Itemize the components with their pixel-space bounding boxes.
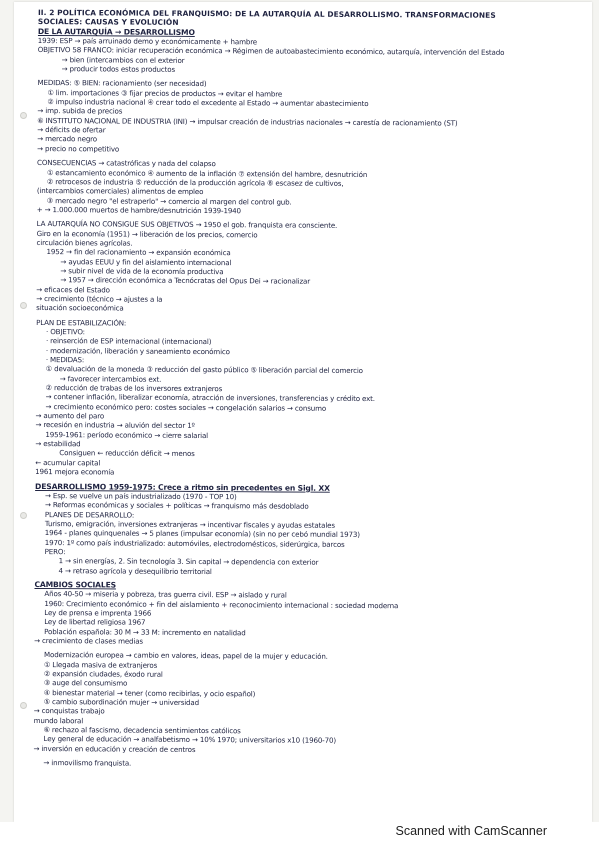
note-line: PERO:	[44, 546, 66, 557]
note-line: ② expansión ciudades, éxodo rural	[43, 669, 163, 679]
note-line: II. 2 POLÍTICA ECONÓMICA DEL FRANQUISMO: DE LA AUTARQUÍA AL DESARROLLISMO. TRANSFORMACIONES	[37, 8, 496, 20]
note-line: 1939: ESP → país arruinado demo y económicamente + hambre	[37, 36, 258, 47]
binder-hole	[20, 112, 27, 119]
note-line: PLANES DE DESARROLLO:	[44, 509, 135, 520]
note-line: → recesión en industria → aluvión del sector 1º	[35, 420, 195, 431]
note-line: Modernización europea → cambio en valores, ideas, papel de la mujer y educación.	[44, 650, 328, 662]
note-line: DE LA AUTARQUÍA → DESARROLLISMO	[37, 26, 195, 37]
note-line: ③ mercado negro "el estraperlo" → comercio al margen del control gub.	[46, 195, 292, 207]
note-line: → crecimiento de clases medias	[34, 635, 144, 646]
note-line: situación socioeconómica	[36, 303, 124, 313]
note-line: → aumento del paro	[35, 411, 105, 421]
note-line: → déficits de ofertar	[37, 125, 106, 135]
note-line: mundo laboral	[33, 715, 84, 726]
binder-hole	[20, 302, 27, 309]
note-line: Turismo, emigración, inversiones extranjeras → incentivar fiscales y ayudas estatales	[44, 518, 335, 530]
note-line: DESARROLLISMO 1959-1975: Crece a ritmo sin precedentes en Sigl. XX	[35, 481, 330, 493]
binder-hole	[20, 702, 27, 709]
note-line: · modernización, liberación y saneamiento económico	[45, 345, 230, 356]
note-line: 4 → retraso agrícola y desequilibrio territorial	[58, 565, 212, 576]
note-line: MEDIDAS: ⑤ BIEN: racionamiento (ser necesidad)	[37, 78, 207, 89]
note-line: CAMBIOS SOCIALES	[34, 579, 116, 590]
note-line: 1 → sin energías, 2. Sin tecnología 3. Sin capital → dependencia con exterior	[58, 556, 319, 567]
note-line: → imp. subida de precios	[37, 106, 123, 116]
note-line: ⑤ cambio subordinación mujer → universidad	[43, 697, 200, 708]
notebook-page	[14, 2, 592, 822]
scanner-watermark: Scanned with CamScanner	[395, 824, 547, 838]
note-line: → crecimiento (técnico → ajustes a la	[36, 293, 163, 304]
note-line: 1952 → fin del racionamiento → expansión económica	[46, 247, 231, 258]
note-line: OBJETIVO 58 FRANCO: iniciar recuperación económica → Régimen de autoabastecimiento económico, autarquía, intervención del Estado	[37, 45, 505, 58]
note-line: → mercado negro	[37, 134, 98, 144]
note-line: Ley de libertad religiosa 1967	[44, 617, 146, 627]
note-line: ② retrocesos de industria ⑤ reducción de la producción agrícola ⑧ escasez de cultivos,	[46, 176, 344, 188]
note-line: → 1957 → dirección económica a Tecnócratas del Opus Dei → racionalizar	[60, 275, 311, 286]
note-line: 1961 mejora economía	[35, 467, 115, 477]
note-line: → producir todos estos productos	[61, 64, 176, 74]
note-line: → subir nivel de vida de la economía productiva	[60, 266, 224, 277]
note-line: PLAN DE ESTABILIZACIÓN:	[36, 317, 127, 328]
note-line: ⑥ INSTITUTO NACIONAL DE INDUSTRIA (INI) → impulsar creación de industrias nacionales → carestía de racionamiento (ST)	[37, 115, 458, 128]
note-line: + → 1.000.000 muertos de hambre/desnutrición 1939-1940	[36, 204, 241, 216]
note-line: SOCIALES: CAUSAS Y EVOLUCIÓN	[37, 17, 179, 28]
note-line: → contener inflación, liberalizar economía, atracción de inversiones, transferencias y crédito ext.	[45, 392, 375, 404]
note-line: Giro en la economía (1951) → liberación de los precios, comercio	[36, 228, 258, 239]
note-line: → bien (intercambios con el exterior	[61, 54, 185, 65]
note-line: ③ auge del consumismo	[43, 678, 128, 688]
note-line: ← acumular capital	[35, 457, 101, 468]
note-line: → precio no competitivo	[37, 143, 120, 154]
note-line: LA AUTARQUÍA NO CONSIGUE SUS OBJETIVOS → 1950 el gob. franquista era consciente.	[36, 219, 338, 231]
note-line: 1960: Crecimiento económico + fin del aislamiento + reconocimiento internacional : sociedad moderna	[44, 598, 399, 610]
note-line: Ley de prensa e imprenta 1966	[44, 608, 152, 618]
handwritten-notes	[33, 8, 582, 771]
note-line: ① Llegada masiva de extranjeros	[43, 659, 158, 670]
note-line: → conquistas trabajo	[33, 706, 105, 716]
note-line: → favorecer intercambios ext.	[59, 373, 162, 384]
binder-hole	[20, 512, 27, 519]
note-line: → estabilidad	[35, 439, 81, 449]
note-line: · reinserción de ESP internacional (internacional)	[45, 336, 212, 347]
note-line: → Esp. se vuelve un país industrializado (1970 - TOP 10)	[44, 490, 237, 502]
note-line: → eficaces del Estado	[36, 284, 110, 295]
note-line: ② reducción de trabas de los inversores extranjeros	[45, 383, 223, 394]
note-line: · MEDIDAS:	[45, 355, 85, 365]
note-line: → ayudas EEUU y fin del aislamiento internacional	[60, 256, 232, 267]
note-line: 1964 - planes quinquenales → 5 planes (impulsar economía) (sin no per cebó mundial 1973)	[44, 528, 360, 540]
note-line: circulación bienes agrícolas.	[36, 237, 133, 248]
note-line: (intercambios comerciales) alimentos de empleo	[36, 186, 204, 197]
note-line: Años 40-50 → miseria y pobreza, tras guerra civil. ESP → aislado y rural	[44, 589, 287, 600]
note-line: CONSECUENCIAS → catastróficas y nada del colapso	[37, 158, 216, 169]
note-line: → inversión en educación y creación de centros	[33, 743, 196, 754]
note-line: → Reformas económicas y sociales + políticas → franquismo más desdoblado	[44, 500, 309, 511]
note-line: Consiguen ← reducción déficit → menos	[59, 448, 195, 459]
note-line: ④ bienestar material → tener (como recibirlas, y ocio español)	[43, 687, 256, 699]
note-line: 1959-1961: período económico → cierre salarial	[45, 429, 209, 440]
note-line: 1970: 1º como país industrializado: automóviles, electrodomésticos, siderúrgica, barcos	[44, 537, 345, 549]
note-line: ② impulso industria nacional ④ crear todo el excedente al Estado → aumentar abastecimiento	[47, 97, 369, 109]
note-line: ① estancamiento económico ④ aumento de la inflación ⑦ extensión del hambre, desnutrición	[46, 167, 368, 179]
note-line: ① lim. importaciones ③ fijar precios de productos → evitar el hambre	[47, 87, 283, 99]
note-line: Población española: 30 M → 33 M: incremento en natalidad	[44, 626, 246, 637]
note-line: ⑥ rechazo al fascismo, decadencia sentimientos católicos	[43, 725, 241, 736]
note-line: → inmovilismo franquista.	[43, 758, 132, 768]
note-line: Ley general de educación → analfabetismo → 10% 1970; universitarios x10 (1960-70)	[43, 734, 336, 746]
binder-holes	[20, 2, 30, 822]
note-line: → crecimiento económico pero: costes sociales → congelación salarios → consumo	[45, 401, 327, 413]
note-line: · OBJETIVO:	[45, 327, 85, 337]
scanner-footer	[0, 822, 599, 848]
note-line: ① devaluación de la moneda ③ reducción del gasto público ⑤ liberación parcial del comercio	[45, 364, 363, 376]
